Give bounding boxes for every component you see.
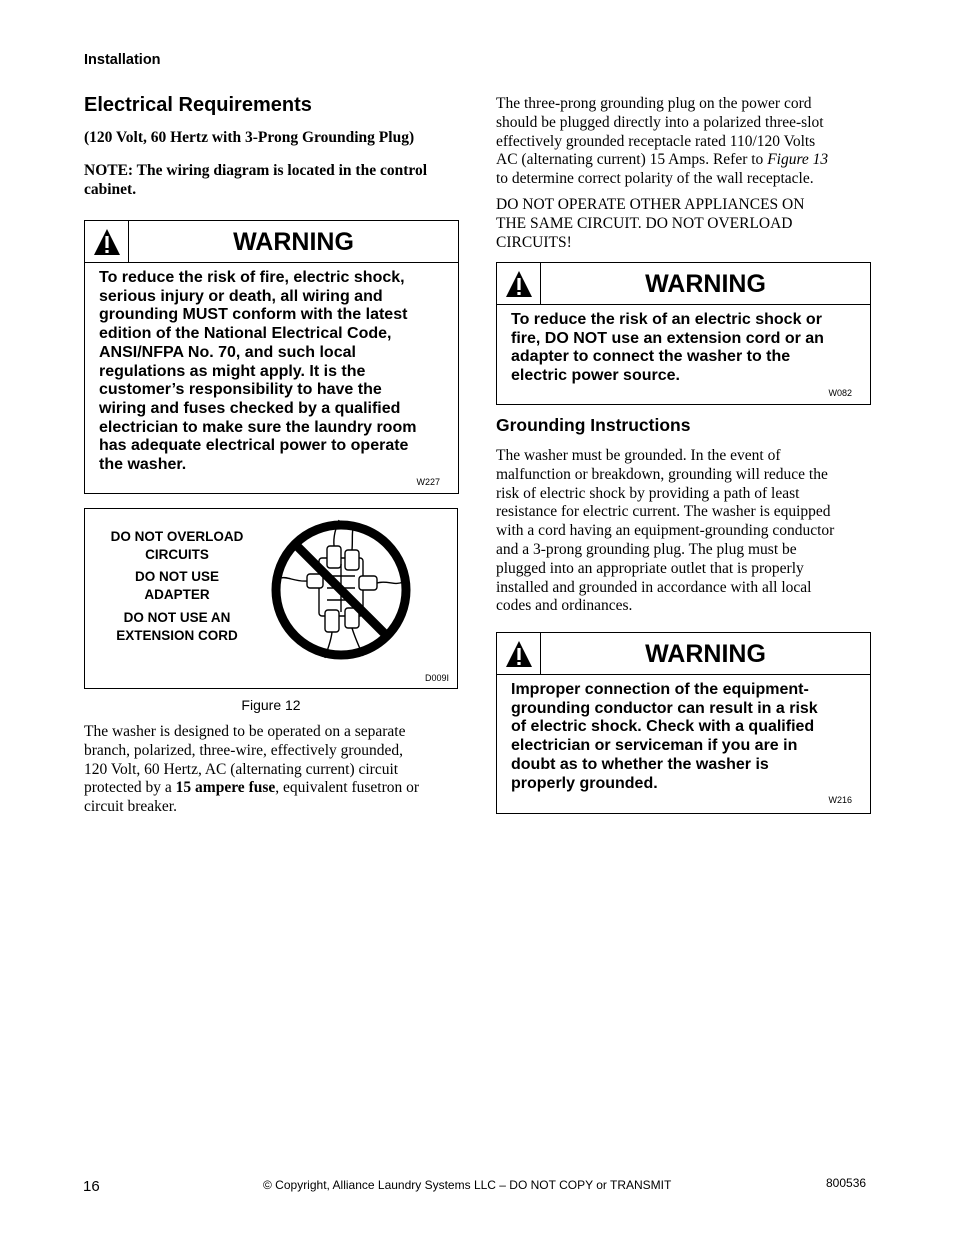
- section-label: Installation: [84, 52, 161, 68]
- warning-title: WARNING: [645, 640, 766, 668]
- warning-text: Improper connection of the equipment- grounding conductor can result in a risk of electric shock. Check with a qualified electrician or serviceman if you are in doubt as to whether the washer is properly grounded.: [511, 681, 818, 792]
- warning-code: W227: [416, 477, 440, 487]
- warning-code: W216: [828, 795, 852, 805]
- fuse-rating: 15 ampere fuse: [175, 779, 276, 797]
- page-title: Electrical Requirements: [84, 94, 312, 116]
- subtitle: (120 Volt, 60 Hertz with 3-Prong Grounding Plug): [84, 129, 415, 146]
- warning-header: [497, 263, 870, 305]
- warning-text: To reduce the risk of fire, electric shock, serious injury or death, all wiring and grounding MUST conform with the latest edition of the National Electrical Code, ANSI/NFPA No. 70, and such local regulations as might apply. It is the customer’s responsibility to have the wiring and fuses checked by a qualified electrician to make sure the laundry room has adequate electrical power to operate the washer.: [99, 269, 417, 474]
- warning-triangle-icon: [85, 221, 129, 262]
- warning-code: W082: [828, 388, 852, 398]
- wiring-note: NOTE: The wiring diagram is located in the control cabinet.: [84, 162, 428, 198]
- warning-title: WARNING: [233, 228, 354, 256]
- warning-box-w227: [84, 220, 459, 494]
- circuit-paragraph: The washer is designed to be operated on a separate branch, polarized, three-wire, effectively grounded, 120 Volt, 60 Hertz, AC (alternating current) circuit protected by a 15 ampere fuse, equivalent fusetron or circuit breaker.: [84, 723, 420, 816]
- figure-13-reference: Figure 13: [767, 151, 829, 169]
- figure-code: D009I: [424, 673, 449, 683]
- warning-box-w082: [496, 262, 871, 405]
- figure-label-extension: DO NOT USE AN EXTENSION CORD: [116, 610, 238, 643]
- copyright-notice: © Copyright, Alliance Laundry Systems LLC – DO NOT COPY or TRANSMIT: [263, 1178, 672, 1192]
- document-number: 800536: [826, 1176, 867, 1190]
- warning-triangle-icon: [497, 263, 541, 304]
- warning-triangle-icon: [497, 633, 541, 674]
- grounding-paragraph: The washer must be grounded. In the event of malfunction or breakdown, grounding will reduce the risk of electric shock by providing a path of least resistance for electric current. The washer is equipped with a cord having an equipment-grounding conductor and a 3-prong grounding plug. The plug must be plugged into an appropriate outlet that is properly installed and grounded in accordance with all local codes and ordinances.: [496, 447, 835, 615]
- figure-label-adapter: DO NOT USE ADAPTER: [134, 569, 219, 602]
- do-not-operate-paragraph: DO NOT OPERATE OTHER APPLIANCES ON THE SAME CIRCUIT. DO NOT OVERLOAD CIRCUITS!: [496, 196, 805, 251]
- figure-12-box: [84, 508, 458, 689]
- page-number: 16: [83, 1178, 100, 1195]
- warning-box-w216: [496, 632, 871, 814]
- warning-header: [497, 633, 870, 675]
- warning-header: [85, 221, 458, 263]
- warning-title: WARNING: [645, 270, 766, 298]
- warning-text: To reduce the risk of an electric shock or fire, DO NOT use an extension cord or an adapter to connect the washer to the electric power source.: [511, 311, 824, 385]
- figure-label-overload: DO NOT OVERLOAD CIRCUITS: [110, 529, 244, 562]
- grounding-heading: Grounding Instructions: [496, 415, 691, 435]
- prohibited-plug-icon: [267, 516, 415, 664]
- grounding-plug-paragraph: The three-prong grounding plug on the power cord should be plugged directly into a polarized three-slot effectively grounded receptacle rated 110/120 Volts AC (alternating current) 15 Amps. Refer to Figure 13 to determine correct polarity of the wall receptacle.: [496, 95, 829, 188]
- figure-caption: Figure 12: [241, 697, 301, 713]
